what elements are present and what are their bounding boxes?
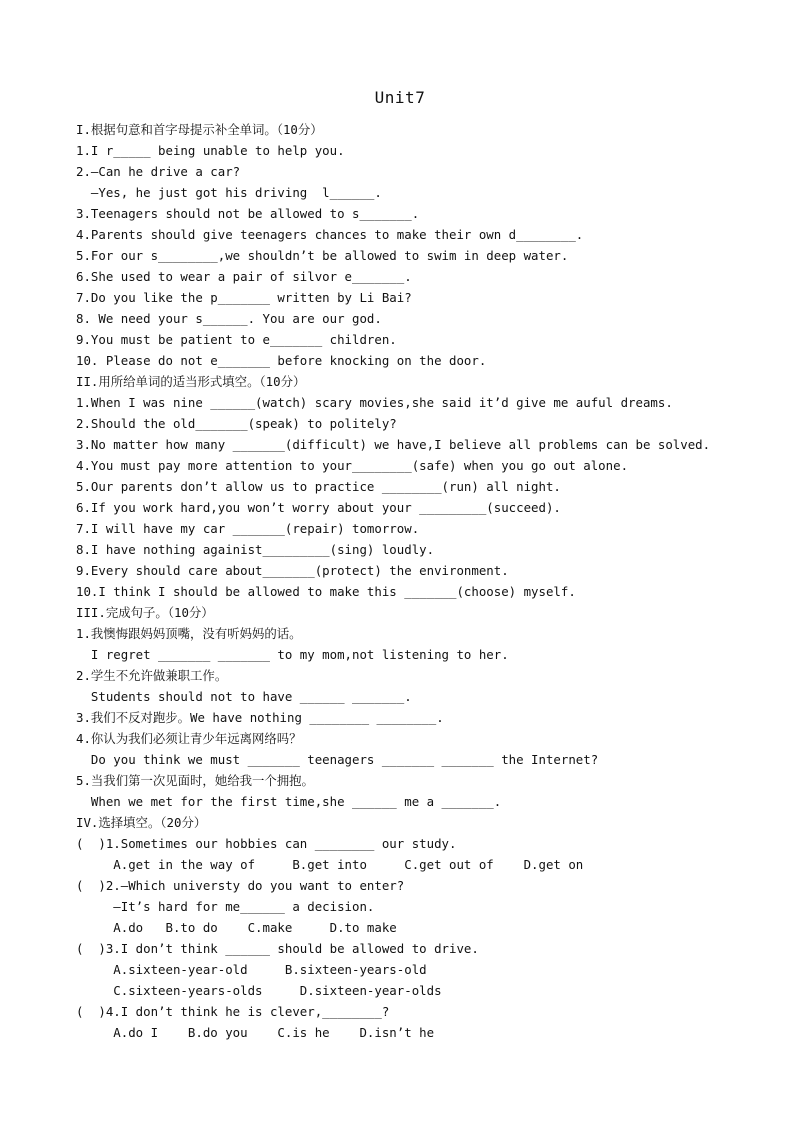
- question-line: 5.Our parents don’t allow us to practice ________(run) all night.: [76, 479, 561, 494]
- question-line: ( )3.I don’t think ______ should be allowed to drive.: [76, 941, 479, 956]
- question-line: Do you think we must _______ teenagers _______ _______ the Internet?: [76, 752, 599, 767]
- question-line: 8.I have nothing againist_________(sing) loudly.: [76, 542, 435, 557]
- question-line: 10. Please do not e_______ before knocking on the door.: [76, 353, 487, 368]
- question-line: 4.You must pay more attention to your________(safe) when you go out alone.: [76, 458, 629, 473]
- section-3-heading: III.完成句子。（10分）: [76, 605, 214, 620]
- question-line: 5.For our s________,we shouldn’t be allowed to swim in deep water.: [76, 248, 569, 263]
- question-line: 2.—Can he drive a car?: [76, 164, 241, 179]
- question-line: 7.Do you like the p_______ written by Li Bai?: [76, 290, 412, 305]
- question-line: 5.当我们第一次见面时，她给我一个拥抱。: [76, 773, 314, 788]
- question-line: ( )1.Sometimes our hobbies can ________ our study.: [76, 836, 457, 851]
- question-line: 3.Teenagers should not be allowed to s_______.: [76, 206, 420, 221]
- question-line: Students should not to have ______ _______.: [76, 689, 412, 704]
- question-line: 1.I r_____ being unable to help you.: [76, 143, 345, 158]
- answer-options: A.do I B.do you C.is he D.isn’t he: [76, 1025, 435, 1040]
- question-line: When we met for the first time,she ______ me a _______.: [76, 794, 502, 809]
- question-line: ( )4.I don’t think he is clever,________?: [76, 1004, 390, 1019]
- question-line: ( )2.—Which universty do you want to enter?: [76, 878, 405, 893]
- section-4-heading: IV.选择填空。（20分）: [76, 815, 207, 830]
- question-line: 3.No matter how many _______(difficult) we have,I believe all problems can be solved.: [76, 437, 711, 452]
- question-line: 4.Parents should give teenagers chances to make their own d________.: [76, 227, 584, 242]
- question-line: 1.我懊悔跟妈妈顶嘴，没有听妈妈的话。: [76, 626, 302, 641]
- answer-options: A.get in the way of B.get into C.get out of D.get on: [76, 857, 584, 872]
- question-line: 2.学生不允许做兼职工作。: [76, 668, 228, 683]
- question-line: 2.Should the old_______(speak) to politely?: [76, 416, 397, 431]
- question-line: 6.If you work hard,you won’t worry about your _________(succeed).: [76, 500, 561, 515]
- question-line: —It’s hard for me______ a decision.: [76, 899, 375, 914]
- question-line: 9.You must be patient to e_______ children.: [76, 332, 397, 347]
- question-line: I regret _______ _______ to my mom,not listening to her.: [76, 647, 509, 662]
- answer-options: A.do B.to do C.make D.to make: [76, 920, 397, 935]
- question-line: —Yes, he just got his driving l______.: [76, 185, 382, 200]
- answer-options: A.sixteen-year-old B.sixteen-years-old: [76, 962, 427, 977]
- question-line: 7.I will have my car _______(repair) tomorrow.: [76, 521, 420, 536]
- question-line: 1.When I was nine ______(watch) scary movies,she said it’d give me auful dreams.: [76, 395, 673, 410]
- section-2-heading: II.用所给单词的适当形式填空。（10分）: [76, 374, 306, 389]
- question-line: 8. We need your s______. You are our god.: [76, 311, 382, 326]
- page-title: Unit7: [374, 88, 426, 107]
- question-line: 6.She used to wear a pair of silvor e_______.: [76, 269, 412, 284]
- question-line: 10.I think I should be allowed to make this _______(choose) myself.: [76, 584, 576, 599]
- question-line: 9.Every should care about_______(protect) the environment.: [76, 563, 509, 578]
- section-1-heading: I.根据句意和首字母提示补全单词。（10分）: [76, 122, 323, 137]
- question-line: 3.我们不反对跑步。We have nothing ________ ________.: [76, 710, 444, 725]
- answer-options: C.sixteen-years-olds D.sixteen-year-olds: [76, 983, 442, 998]
- question-line: 4.你认为我们必须让青少年远离网络吗？: [76, 731, 302, 746]
